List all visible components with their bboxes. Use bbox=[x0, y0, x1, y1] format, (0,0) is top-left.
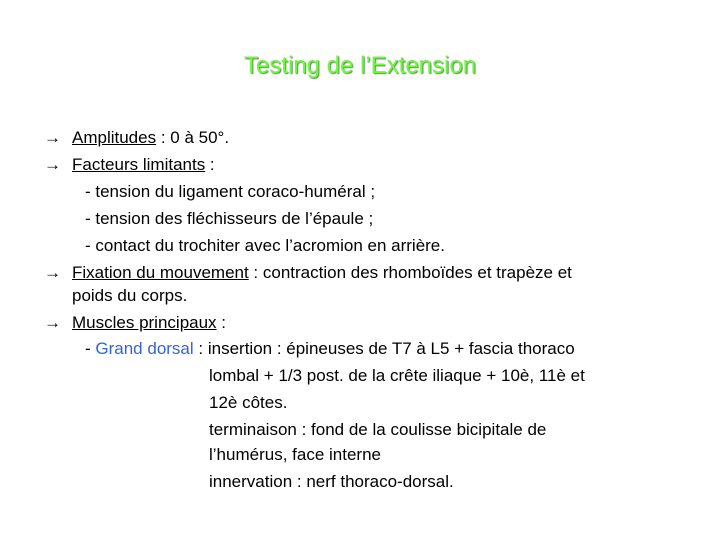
fixation-text: : contraction des rhomboïdes et trapèze et bbox=[248, 263, 572, 282]
fixation-label: Fixation du mouvement bbox=[72, 263, 249, 282]
facteurs-item bbox=[72, 151, 215, 178]
arrow-icon: → bbox=[44, 263, 61, 282]
insertion-line-1: : insertion : épineuses de T7 à L5 + fascia thoraco bbox=[193, 339, 575, 358]
muscle-dash: - bbox=[85, 339, 96, 358]
amplitudes-text: : 0 à 50°. bbox=[156, 128, 230, 147]
amplitudes-label: Amplitudes bbox=[72, 128, 157, 147]
muscles-label: Muscles principaux bbox=[72, 313, 217, 332]
grand-dorsal-line bbox=[85, 335, 575, 362]
insertion-line-3: 12è côtes. bbox=[209, 393, 288, 412]
muscles-item bbox=[72, 309, 226, 336]
facteurs-label: Facteurs limitants bbox=[72, 155, 206, 174]
muscle-name: Grand dorsal bbox=[95, 339, 194, 358]
terminaison-line-2: l’humérus, face interne bbox=[209, 445, 381, 464]
fixation-text-continued: poids du corps. bbox=[72, 286, 188, 305]
arrow-icon: → bbox=[44, 128, 61, 147]
terminaison-line-1: terminaison : fond de la coulisse bicipitale de bbox=[209, 420, 547, 439]
arrow-icon: → bbox=[44, 313, 61, 332]
facteur-sub-2: - tension des fléchisseurs de l’épaule ; bbox=[85, 209, 374, 228]
facteur-sub-3: - contact du trochiter avec l’acromion en arrière. bbox=[85, 236, 445, 255]
slide-title: Testing de l’Extension bbox=[243, 52, 477, 79]
amplitudes-item bbox=[72, 124, 229, 151]
muscles-text: : bbox=[216, 313, 227, 332]
facteurs-text: : bbox=[205, 155, 215, 174]
arrow-icon: → bbox=[44, 155, 61, 174]
facteur-sub-1: - tension du ligament coraco-huméral ; bbox=[85, 182, 376, 201]
innervation-line: innervation : nerf thoraco-dorsal. bbox=[209, 472, 454, 491]
insertion-line-2: lombal + 1/3 post. de la crête iliaque + 10è, 11è et bbox=[209, 366, 585, 385]
